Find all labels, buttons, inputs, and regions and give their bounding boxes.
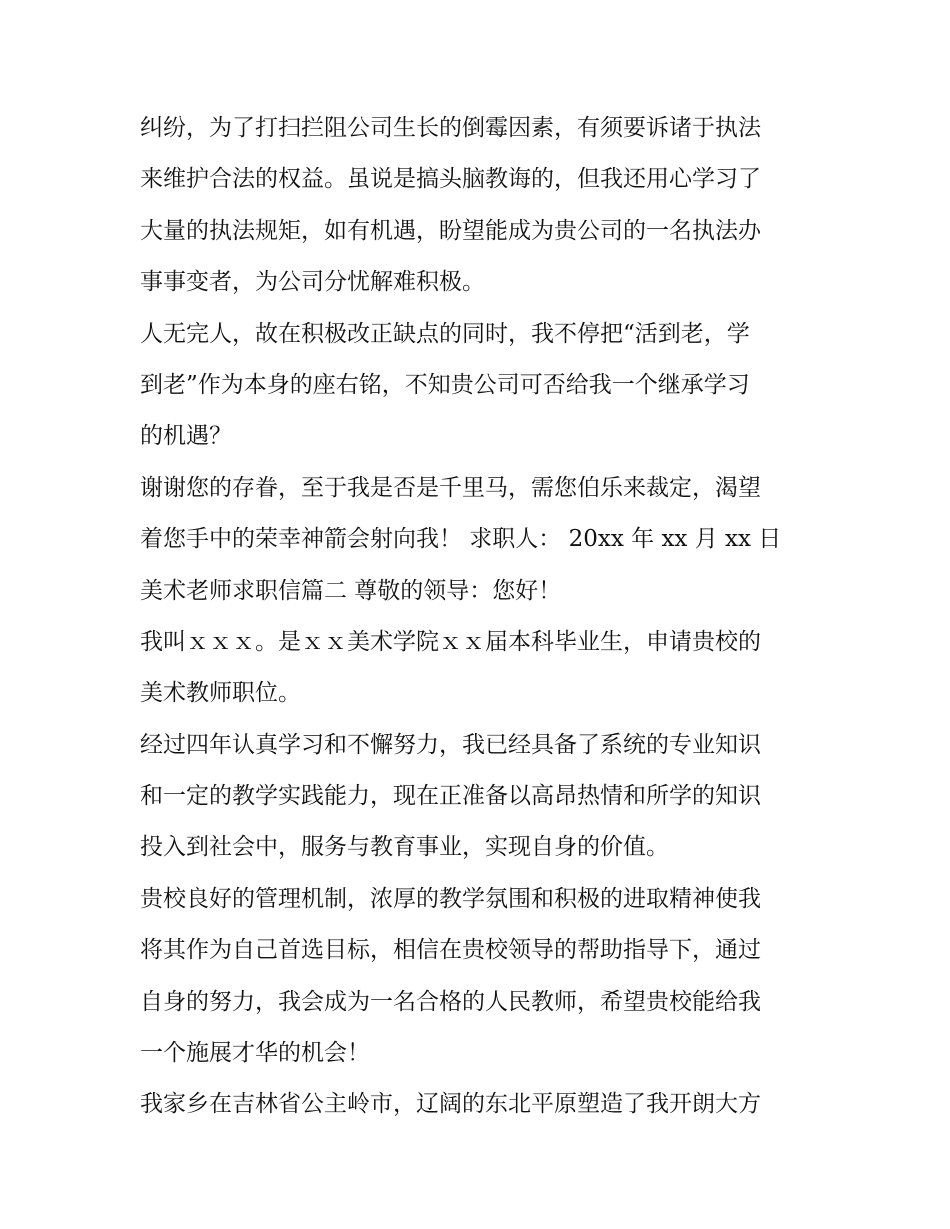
text-line: 投入到社会中，服务与教育事业，实现自身的价值。 (140, 834, 669, 861)
text-line: 事事变者，为公司分忧解难积极。 (140, 269, 485, 296)
text-line: 和一定的教学实践能力，现在正准备以高昂热情和所学的知识 (140, 783, 761, 810)
text-line: 自身的努力，我会成为一名合格的人民教师，希望贵校能给我 (140, 988, 761, 1015)
text-line: 美术教师职位。 (140, 680, 301, 707)
text-line: 经过四年认真学习和不懈努力，我已经具备了系统的专业知识 (140, 731, 761, 758)
text-line: 将其作为自己首选目标，相信在贵校领导的帮助指导下，通过 (140, 937, 761, 964)
text-line: 我家乡在吉林省公主岭市，辽阔的东北平原塑造了我开朗大方 (140, 1091, 761, 1118)
text-line: 一个施展才华的机会！ (140, 1040, 370, 1067)
text-line: 美术老师求职信篇二 尊敬的领导：您好！ (140, 577, 562, 604)
text-line: 我叫ｘｘｘ。是ｘｘ美术学院ｘｘ届本科毕业生，申请贵校的 (140, 628, 761, 655)
document-body (140, 103, 820, 1131)
text-line: 着您手中的荣幸神箭会射向我！ 求职人： 20xx 年 xx 月 xx 日 (140, 526, 782, 553)
text-line: 人无完人，故在积极改正缺点的同时，我不停把“活到老，学 (140, 320, 750, 347)
text-line: 谢谢您的存眷，至于我是否是千里马，需您伯乐来裁定，渴望 (140, 474, 761, 501)
text-line: 大量的执法规矩，如有机遇，盼望能成为贵公司的一名执法办 (140, 217, 761, 244)
text-line: 纠纷，为了打扫拦阻公司生长的倒霉因素，有须要诉诸于执法 (140, 115, 761, 141)
text-line: 来维护合法的权益。虽说是搞头脑教诲的，但我还用心学习了 (140, 166, 761, 193)
text-line: 贵校良好的管理机制，浓厚的教学氛围和积极的进取精神使我 (140, 885, 761, 912)
text-line: 到老”作为本身的座右铭，不知贵公司可否给我一个继承学习 (140, 371, 750, 398)
text-line: 的机遇？ (140, 423, 232, 450)
